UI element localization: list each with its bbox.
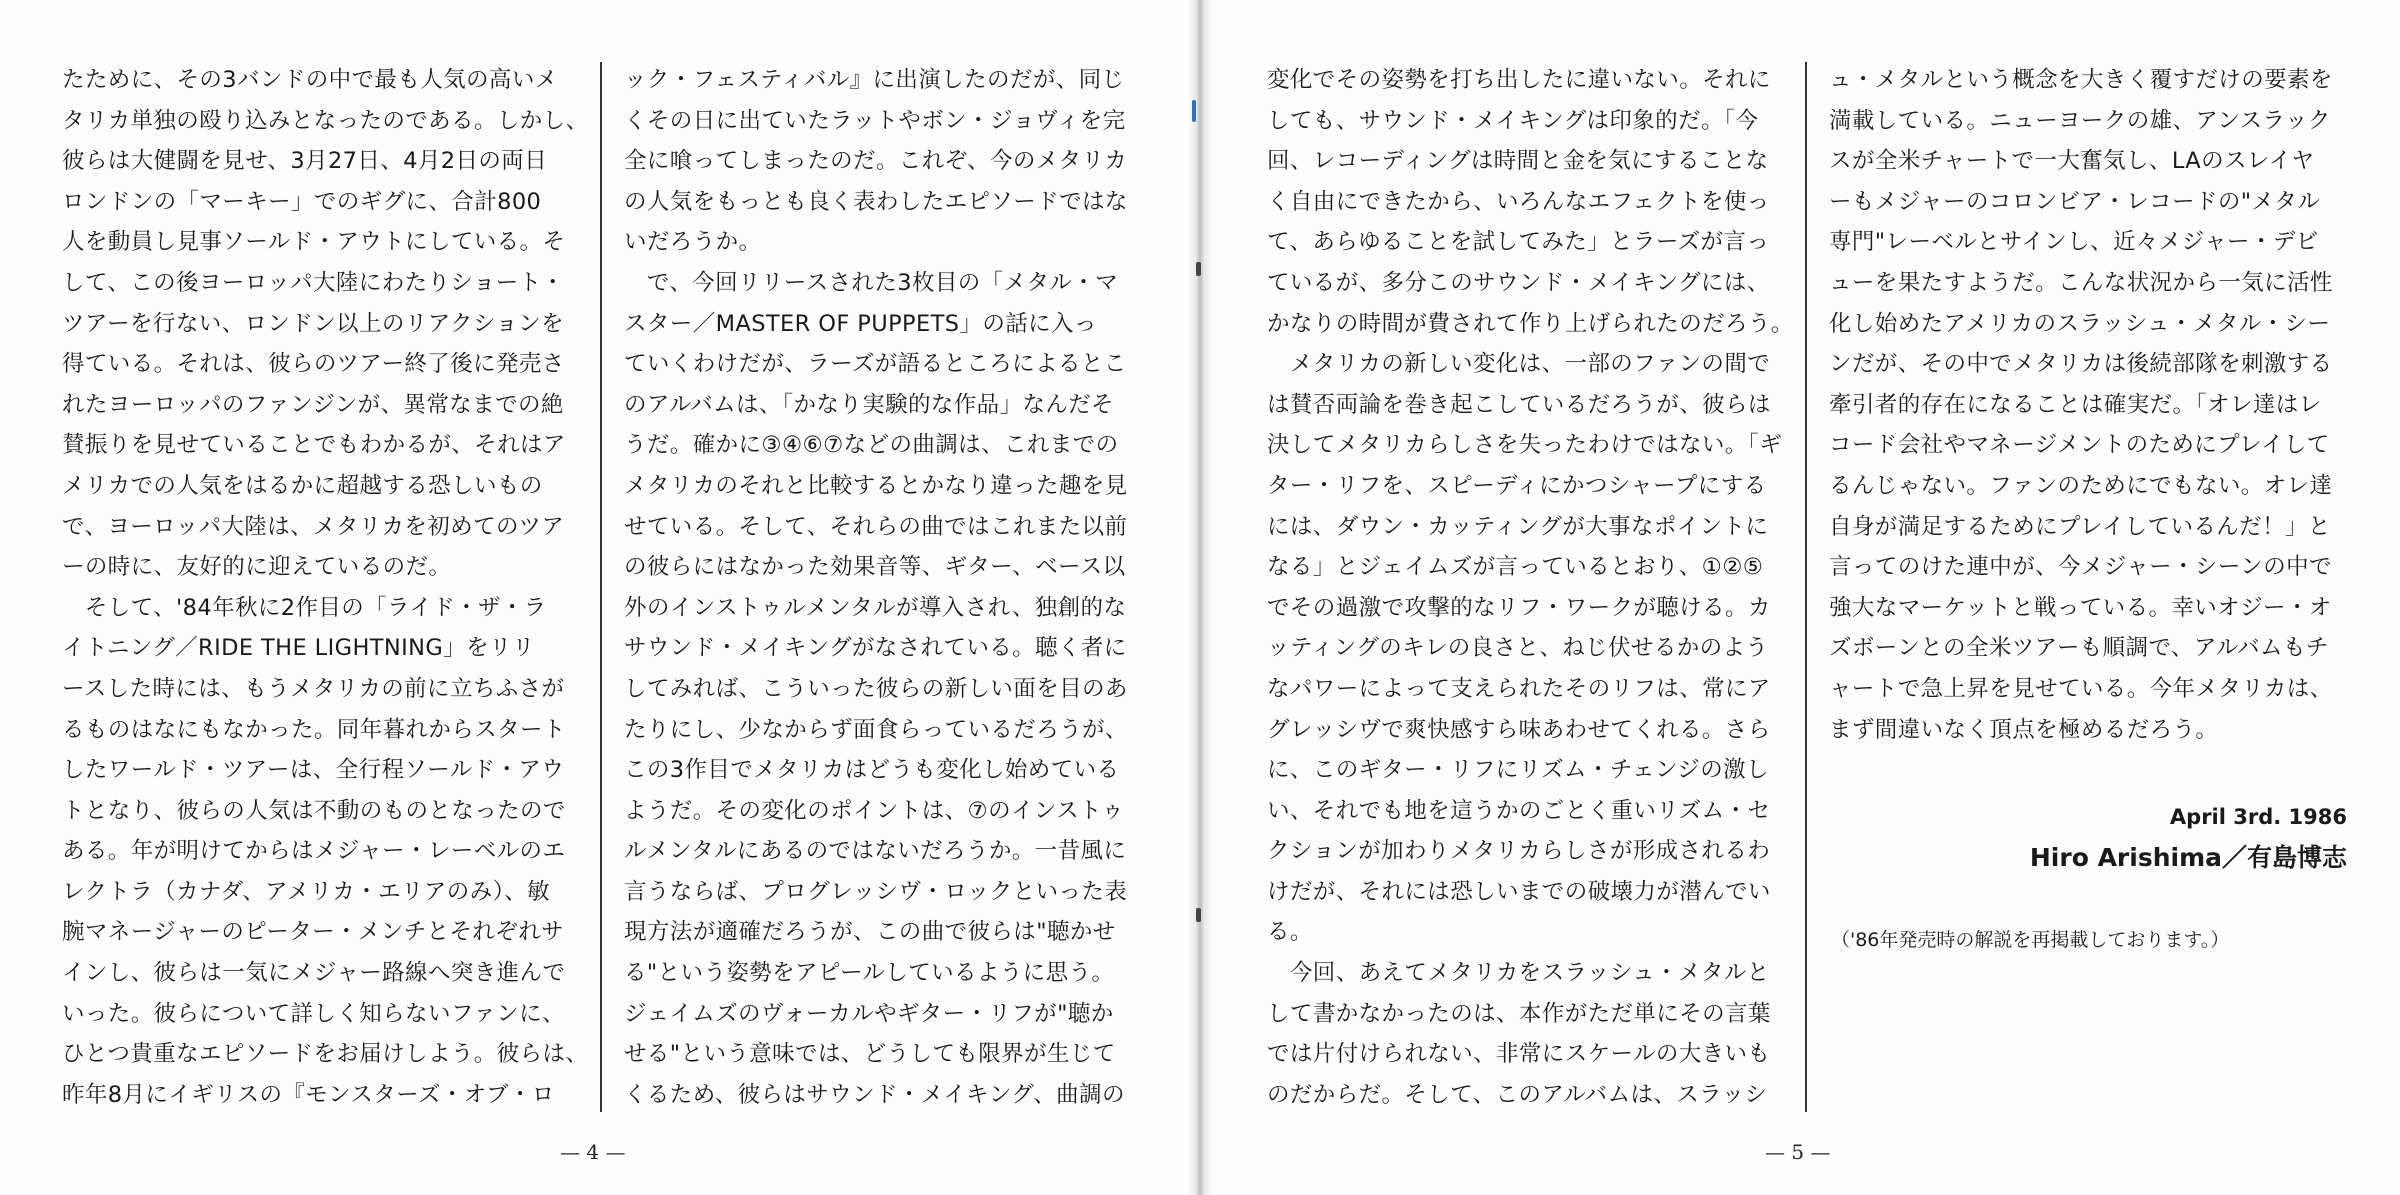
text-line: ある。年が明けてからはメジャー・レーベルのエ <box>62 838 566 865</box>
text-line: 昨年8月にイギリスの『モンスターズ・オブ・ロ <box>62 1081 555 1108</box>
text-line: 今回、あえてメタリカをスラッシュ・メタルと <box>1267 960 1770 987</box>
text-line: で、ヨーロッパ大陸は、メタリカを初めてのツア <box>62 513 565 540</box>
text-line: 変化でその姿勢を打ち出したに違いない。それに <box>1267 67 1771 93</box>
text-line: してみれば、こういった彼らの新しい面を目のあ <box>624 675 1128 702</box>
column-divider-right <box>1805 62 1807 1112</box>
text-line: ツアーを行ない、ロンドン以上のリアクションを <box>62 310 565 337</box>
text-line: たために、その3バンドの中で最も人気の高いメ <box>62 67 558 93</box>
text-line: スが全米チャートで一大奮気し、LAのスレイヤ <box>1829 148 2315 175</box>
text-line: 賛振りを見せていることでもわかるが、それはア <box>62 432 566 459</box>
text-line: ター・リフを、スピーディにかつシャープにする <box>1267 472 1767 499</box>
text-line: ひとつ貴重なエピソードをお届けしよう。彼らは、 <box>62 1041 589 1068</box>
text-line: るんじゃない。ファンのためにでもない。オレ達 <box>1829 472 2333 499</box>
left-page <box>0 0 1195 1195</box>
text-line: グレッシヴで爽快感すら味あわせてくれる。さら <box>1267 716 1771 743</box>
text-line: ュ・メタルという概念を大きく覆すだけの要素を <box>1829 67 2333 93</box>
right-page <box>1205 0 2400 1195</box>
column-divider-left <box>600 62 602 1112</box>
page-number-5: — 5 — <box>1765 1140 1831 1164</box>
text-line: たりにし、少なからず面食らっているだろうが、 <box>624 716 1128 743</box>
text-line: けだが、それには恐しいまでの破壊力が潜んでい <box>1267 878 1771 905</box>
text-line: ューを果たすようだ。こんな状況から一気に活性 <box>1829 269 2333 296</box>
text-line: クションが加わりメタリカらしさが形成されるわ <box>1267 838 1771 865</box>
text-line: れたヨーロッパのファンジンが、異常なまでの絶 <box>62 391 564 418</box>
text-line: 人を動員し見事ソールド・アウトにしている。そ <box>62 229 566 256</box>
text-line: ズボーンとの全米ツアーも順調で、アルバムもチ <box>1829 635 2329 662</box>
text-line: の人気をもっとも良く表わしたエピソードではな <box>624 188 1128 215</box>
text-line: くその日に出ていたラットやボン・ジョヴィを完 <box>624 107 1126 134</box>
text-line: そして、'84年秋に2作目の「ライド・ザ・ラ <box>62 594 547 621</box>
text-line: ようだ。その変化のポイントは、⑦のインストゥ <box>624 797 1125 824</box>
text-line: ーもメジャーのコロンビア・レコードの"メタル <box>1829 188 2321 215</box>
left-column-1 <box>62 60 588 1115</box>
text-line: タリカ単独の殴り込みとなったのである。しかし、 <box>62 107 589 134</box>
text-line: でその過激で攻撃的なリフ・ワークが聴ける。カ <box>1267 594 1771 621</box>
text-line: ているが、多分このサウンド・メイキングには、 <box>1267 269 1770 296</box>
left-column-2 <box>624 60 1128 1115</box>
text-line: 現方法が適確だろうが、この曲で彼らは"聴かせ <box>624 919 1116 946</box>
text-line: いった。彼らについて詳しく知らないファンに、 <box>62 1000 565 1027</box>
text-line: の彼らにはなかった効果音等、ギター、ベース以 <box>624 554 1126 581</box>
text-line: 彼らは大健闘を見せ、3月27日、4月2日の両日 <box>62 148 548 175</box>
text-line: 言うならば、プログレッシヴ・ロックといった表 <box>624 878 1128 905</box>
text-line: メリカでの人気をはるかに超越する恐しいもの <box>62 472 543 499</box>
text-line: 回、レコーディングは時間と金を気にすることな <box>1267 148 1769 175</box>
right-column-1 <box>1267 60 1794 1115</box>
text-line: のだからだ。そして、このアルバムは、スラッシ <box>1267 1081 1768 1108</box>
signature-date: April 3rd. 1986 <box>2169 805 2347 829</box>
text-line: ロンドンの「マーキー」でのギグに、合計800 <box>62 188 542 215</box>
text-line: レクトラ（カナダ、アメリカ・エリアのみ）、敏 <box>62 878 551 905</box>
text-line: 外のインストゥルメンタルが導入され、独創的な <box>624 594 1127 621</box>
text-line: コード会社やマネージメントのためにプレイして <box>1829 432 2330 459</box>
text-line: せる"という意味では、どうしても限界が生じて <box>624 1041 1116 1068</box>
text-line: で、今回リリースされた3枚目の「メタル・マ <box>624 269 1119 296</box>
text-line: て、あらゆることを試してみた」とラーズが言っ <box>1267 229 1770 256</box>
text-line: ッティングのキレの良さと、ねじ伏せるかのよう <box>1267 635 1769 662</box>
text-line: は賛否両論を巻き起こしているだろうが、彼らは <box>1267 391 1771 418</box>
text-line: いだろうか。 <box>624 229 762 256</box>
text-line: サウンド・メイキングがなされている。聴く者に <box>624 635 1127 662</box>
text-line: くるため、彼らはサウンド・メイキング、曲調の <box>624 1081 1125 1108</box>
text-line: しても、サウンド・メイキングは印象的だ。「今 <box>1267 107 1759 134</box>
blue-mark <box>1192 100 1196 122</box>
text-line: まず間違いなく頂点を極めるだろう。 <box>1829 716 2219 743</box>
text-line: スター／MASTER OF PUPPETS」の話に入っ <box>624 310 1097 337</box>
text-line: のアルバムは、「かなり実験的な作品」なんだそ <box>624 391 1115 418</box>
text-line: したワールド・ツアーは、全行程ソールド・アウ <box>62 757 565 784</box>
text-line: トとなり、彼らの人気は不動のものとなったので <box>62 797 566 824</box>
text-line: 専門"レーベルとサインし、近々メジャー・デビ <box>1829 229 2319 256</box>
text-line: ャートで急上昇を見せている。今年メタリカは、 <box>1829 675 2333 702</box>
text-line: 牽引者的存在になることは確実だ。「オレ達はレ <box>1829 391 2322 418</box>
text-line: インし、彼らは一気にメジャー路線へ突き進んで <box>62 960 566 987</box>
text-line: ック・フェスティバル』に出演したのだが、同じ <box>624 67 1125 93</box>
text-line: かなりの時間が費されて作り上げられたのだろう。 <box>1267 310 1794 337</box>
staple-bottom <box>1196 908 1201 922</box>
text-line: なパワーによって支えられたそのリフは、常にア <box>1267 675 1771 702</box>
text-line: イトニング／RIDE THE LIGHTNING」をリリ <box>62 635 535 662</box>
text-line: ーの時に、友好的に迎えているのだ。 <box>62 554 452 581</box>
right-column-2 <box>1829 60 2333 750</box>
text-line: に、このギター・リフにリズム・チェンジの激し <box>1267 757 1769 784</box>
text-line: い、それでも地を這うかのごとく重いリズム・セ <box>1267 797 1771 824</box>
text-line: 腕マネージャーのピーター・メンチとそれぞれサ <box>62 919 565 946</box>
text-line: では片付けられない、非常にスケールの大きいも <box>1267 1041 1771 1068</box>
text-line: 決してメタリカらしさを失ったわけではない。「ギ <box>1267 432 1783 459</box>
text-line: 得ている。それは、彼らのツアー終了後に発売さ <box>62 351 565 378</box>
text-line: 満載している。ニューヨークの雄、アンスラック <box>1829 107 2331 134</box>
text-line: メタリカのそれと比較するとかなり違った趣を見 <box>624 472 1128 499</box>
text-line: ていくわけだが、ラーズが語るところによるとこ <box>624 351 1127 378</box>
text-line: 言ってのけた連中が、今メジャー・シーンの中で <box>1829 554 2332 581</box>
text-line: く自由にできたから、いろんなエフェクトを使っ <box>1267 188 1770 215</box>
page-number-4: — 4 — <box>560 1140 626 1164</box>
text-line: ルメンタルにあるのではないだろうか。一昔風に <box>624 838 1127 865</box>
text-line: る"という姿勢をアピールしているように思う。 <box>624 960 1115 987</box>
text-line: る。 <box>1267 919 1313 946</box>
staple-top <box>1196 262 1201 276</box>
text-line: して書かなかったのは、本作がただ単にその言葉 <box>1267 1000 1771 1027</box>
text-line: るものはなにもなかった。同年暮れからスタート <box>62 716 566 743</box>
text-line: 全に喰ってしまったのだ。これぞ、今のメタリカ <box>624 148 1128 175</box>
text-line: 化し始めたアメリカのスラッシュ・メタル・シー <box>1829 310 2331 337</box>
text-line: うだ。確かに③④⑥⑦などの曲調は、これまでの <box>624 432 1119 459</box>
text-line: せている。そして、それらの曲ではこれまた以前 <box>624 513 1128 540</box>
text-line: なる」とジェイムズが言っているとおり、①②⑤ <box>1267 554 1764 581</box>
text-line: ンだが、その中でメタリカは後続部隊を刺激する <box>1829 351 2333 378</box>
text-line: 強大なマーケットと戦っている。幸いオジー・オ <box>1829 594 2332 621</box>
text-line: 自身が満足するためにプレイしているんだ！」と <box>1829 513 2331 540</box>
text-line: ースした時には、もうメタリカの前に立ちふさが <box>62 675 565 702</box>
text-line: ジェイムズのヴォーカルやギター・リフが"聴か <box>624 1000 1114 1027</box>
text-line: この3作目でメタリカはどうも変化し始めている <box>624 757 1120 784</box>
reprint-note: （'86年発売時の解説を再掲載しております。） <box>1831 929 2230 951</box>
text-line: メタリカの新しい変化は、一部のファンの間で <box>1267 351 1771 378</box>
text-line: して、この後ヨーロッパ大陸にわたりショート・ <box>62 269 565 296</box>
signature-name: Hiro Arishima／有島博志 <box>2029 843 2347 872</box>
text-line: には、ダウン・カッティングが大事なポイントに <box>1267 513 1769 540</box>
